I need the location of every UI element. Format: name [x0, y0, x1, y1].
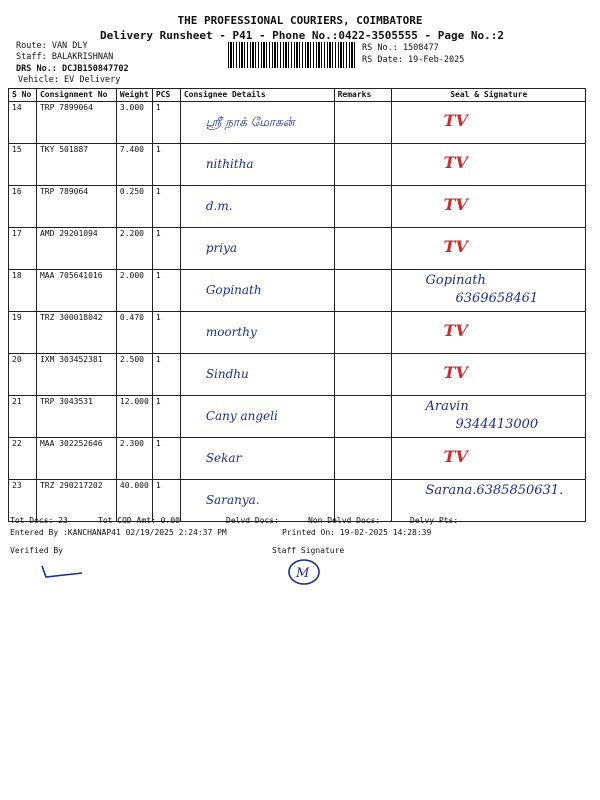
weight: 2.300 — [116, 438, 152, 480]
consignee-handwriting: ஸ்ரீ நாக் மோகன் — [205, 115, 295, 129]
consignee-details — [180, 186, 334, 228]
seal-signature — [392, 396, 586, 438]
consignee-details — [180, 144, 334, 186]
seal-signature — [392, 312, 586, 354]
consignee-details — [180, 312, 334, 354]
consignee-handwriting: Gopinath — [205, 283, 262, 297]
table-row — [9, 186, 586, 228]
column-header: Consignee Details — [180, 89, 334, 102]
table-row — [9, 270, 586, 312]
table-row — [9, 102, 586, 144]
printed-on: Printed On: 19-02-2025 14:28:39 — [282, 528, 432, 537]
signature-mark: Aravin — [425, 399, 469, 414]
delivery-points: Delvy Pts: — [410, 516, 459, 525]
seal-signature — [392, 102, 586, 144]
serial-number: 17 — [9, 228, 37, 270]
seal-signature — [392, 186, 586, 228]
weight: 3.000 — [116, 102, 152, 144]
remarks — [334, 396, 392, 438]
consignment-number: TKY 501887 — [36, 144, 116, 186]
weight: 0.470 — [116, 312, 152, 354]
consignee-handwriting: moorthy — [205, 325, 257, 339]
remarks — [334, 102, 392, 144]
pieces: 1 — [152, 396, 180, 438]
table-row — [9, 396, 586, 438]
consignee-details — [180, 270, 334, 312]
route-label: Route: VAN DLY — [16, 41, 88, 51]
seal-signature — [392, 354, 586, 396]
consignment-number: TRP 7899064 — [36, 102, 116, 144]
entered-by: Entered By :KANCHANAP41 02/19/2025 2:24:37 PM — [10, 528, 227, 537]
signature-mark: Gopinath — [425, 273, 486, 288]
consignee-details — [180, 396, 334, 438]
pieces: 1 — [152, 438, 180, 480]
consignee-details — [180, 354, 334, 396]
consignee-details — [180, 228, 334, 270]
consignment-number: TRP 789064 — [36, 186, 116, 228]
staff-label: Staff: BALAKRISHNAN — [16, 52, 114, 62]
serial-number: 15 — [9, 144, 37, 186]
verifier-signature — [36, 562, 86, 582]
signature-mark: TV — [443, 447, 468, 466]
consignee-handwriting: Saranya. — [205, 493, 260, 507]
consignment-number: TRZ 290217202 — [36, 480, 116, 522]
consignment-number: MAA 705641016 — [36, 270, 116, 312]
column-header: PCS — [152, 89, 180, 102]
weight: 40.000 — [116, 480, 152, 522]
total-docs: Tot Docs: 23 — [10, 516, 68, 525]
serial-number: 18 — [9, 270, 37, 312]
remarks — [334, 186, 392, 228]
signature-mark: TV — [443, 363, 468, 382]
pieces: 1 — [152, 144, 180, 186]
table-row — [9, 354, 586, 396]
column-header: Weight — [116, 89, 152, 102]
consignee-handwriting: nithitha — [205, 157, 254, 171]
table-header-row — [9, 89, 586, 102]
consignment-number: TRZ 300018042 — [36, 312, 116, 354]
remarks — [334, 312, 392, 354]
weight: 2.200 — [116, 228, 152, 270]
pieces: 1 — [152, 480, 180, 522]
pieces: 1 — [152, 102, 180, 144]
signature-mark: TV — [443, 111, 468, 130]
serial-number: 20 — [9, 354, 37, 396]
drs-label: DRS No.: DCJB150847702 — [16, 64, 129, 74]
rs-date: RS Date: 19-Feb-2025 — [362, 55, 465, 65]
runsheet-table — [8, 88, 586, 522]
consignment-number: IXM 303452381 — [36, 354, 116, 396]
table-row — [9, 144, 586, 186]
signature-mark: TV — [443, 237, 468, 256]
column-header: Seal & Signature — [392, 89, 586, 102]
column-header: Consignment No — [36, 89, 116, 102]
remarks — [334, 228, 392, 270]
serial-number: 21 — [9, 396, 37, 438]
signature-phone: 9344413000 — [455, 417, 539, 432]
pieces: 1 — [152, 270, 180, 312]
remarks — [334, 144, 392, 186]
weight: 7.400 — [116, 144, 152, 186]
signature-mark: TV — [443, 321, 468, 340]
non-delivered-docs: Non Delvd Docs: — [308, 516, 381, 525]
remarks — [334, 354, 392, 396]
seal-signature — [392, 270, 586, 312]
consignee-handwriting: Cany angeli — [205, 409, 278, 423]
verified-by-label: Verified By — [10, 546, 63, 555]
remarks — [334, 438, 392, 480]
staff-signature-mark — [286, 557, 326, 587]
consignee-handwriting: Sindhu — [205, 367, 249, 381]
seal-signature — [392, 144, 586, 186]
weight: 0.250 — [116, 186, 152, 228]
delivered-docs: Delvd Docs: — [226, 516, 279, 525]
barcode — [228, 42, 356, 68]
consignment-number: TRP 3043531 — [36, 396, 116, 438]
consignment-number: MAA 302252646 — [36, 438, 116, 480]
weight: 12.000 — [116, 396, 152, 438]
serial-number: 16 — [9, 186, 37, 228]
signature-mark: Sarana.6385850631. — [425, 483, 564, 498]
document-title: THE PROFESSIONAL COURIERS, COIMBATORE — [177, 14, 423, 27]
vehicle-label: Vehicle: EV Delivery — [18, 75, 121, 85]
pieces: 1 — [152, 354, 180, 396]
seal-signature — [392, 228, 586, 270]
pieces: 1 — [152, 312, 180, 354]
pieces: 1 — [152, 228, 180, 270]
column-header: Remarks — [334, 89, 392, 102]
total-cod-amount: Tot COD Amt: 0.00 — [98, 516, 180, 525]
signature-phone: 6369658461 — [455, 291, 539, 306]
serial-number: 22 — [9, 438, 37, 480]
serial-number: 14 — [9, 102, 37, 144]
weight: 2.000 — [116, 270, 152, 312]
staff-initials: M — [296, 566, 310, 581]
serial-number: 23 — [9, 480, 37, 522]
consignee-handwriting: priya — [205, 241, 238, 255]
table-row — [9, 312, 586, 354]
seal-signature — [392, 438, 586, 480]
runsheet-subtitle: Delivery Runsheet - P41 - Phone No.:0422-3505555 - Page No.:2 — [100, 29, 504, 42]
consignment-number: AMD 29201094 — [36, 228, 116, 270]
table-row — [9, 480, 586, 522]
consignee-details — [180, 438, 334, 480]
staff-signature-label: Staff Signature — [272, 546, 345, 555]
column-header: S No — [9, 89, 37, 102]
table-row — [9, 438, 586, 480]
rs-number: RS No.: 1508477 — [362, 43, 439, 53]
consignee-handwriting: d.m. — [205, 199, 233, 213]
signature-mark: TV — [443, 195, 468, 214]
consignee-handwriting: Sekar — [205, 451, 242, 465]
table-row — [9, 228, 586, 270]
consignee-details — [180, 102, 334, 144]
serial-number: 19 — [9, 312, 37, 354]
weight: 2.500 — [116, 354, 152, 396]
remarks — [334, 270, 392, 312]
signature-mark: TV — [443, 153, 468, 172]
pieces: 1 — [152, 186, 180, 228]
